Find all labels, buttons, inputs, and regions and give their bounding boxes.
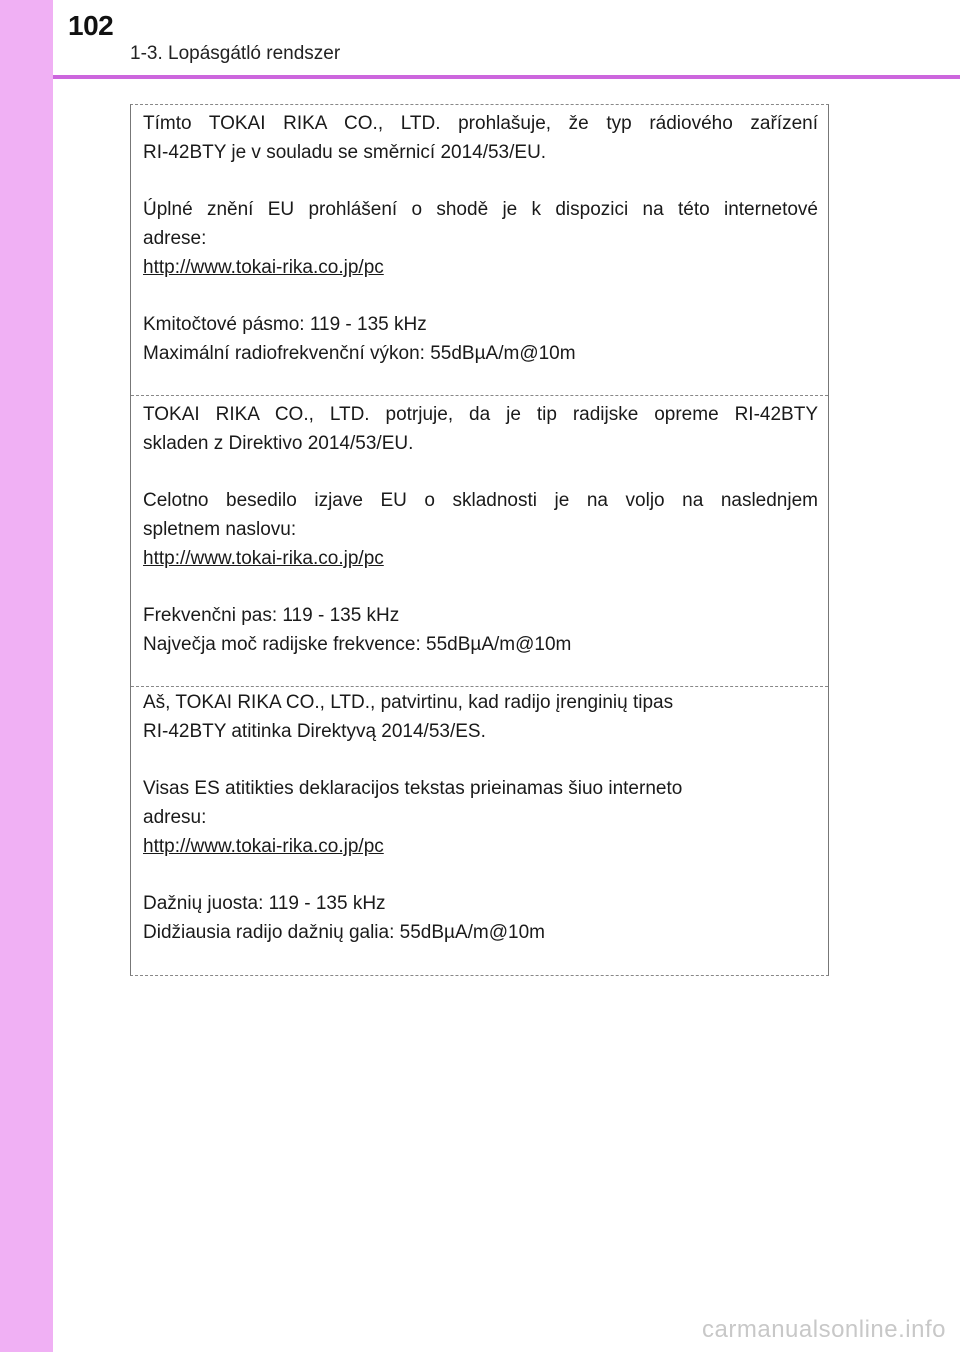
declaration-box <box>130 104 829 976</box>
frequency-band-text: Dažnių juosta: 119 - 135 kHz <box>143 893 386 914</box>
watermark: carmanualsonline.info <box>702 1316 946 1343</box>
declaration-link[interactable]: http://www.tokai-rika.co.jp/pc <box>143 548 384 569</box>
frequency-band-text: Kmitočtové pásmo: 119 - 135 kHz <box>143 314 427 335</box>
side-color-band <box>0 0 53 1352</box>
declaration-text: TOKAI RIKA CO., LTD. potrjuje, da je tip radijske opreme RI-42BTY <box>143 404 818 425</box>
declaration-block-slovenian <box>131 395 828 686</box>
declaration-text: adrese: <box>143 228 207 249</box>
declaration-text: Úplné znění EU prohlášení o shodě je k dispozici na této internetové <box>143 199 818 220</box>
max-power-text: Didžiausia radijo dažnių galia: 55dBµA/m@10m <box>143 922 545 943</box>
declaration-text: Celotno besedilo izjave EU o skladnosti je na voljo na naslednjem <box>143 490 818 511</box>
declaration-text: RI-42BTY je v souladu se směrnicí 2014/53/EU. <box>143 142 547 163</box>
declaration-text: adresu: <box>143 807 207 828</box>
declaration-block-lithuanian <box>131 686 828 975</box>
declaration-link[interactable]: http://www.tokai-rika.co.jp/pc <box>143 836 384 857</box>
page-number: 102 <box>68 10 114 41</box>
frequency-band-text: Frekvenčni pas: 119 - 135 kHz <box>143 605 400 626</box>
declaration-text: Visas ES atitikties deklaracijos tekstas prieinamas šiuo interneto <box>143 778 683 799</box>
declaration-text: RI-42BTY atitinka Direktyvą 2014/53/ES. <box>143 721 486 742</box>
declaration-text: Aš, TOKAI RIKA CO., LTD., patvirtinu, kad radijo įrenginių tipas <box>143 692 674 713</box>
declaration-text: spletnem naslovu: <box>143 519 297 540</box>
max-power-text: Največja moč radijske frekvence: 55dBµA/m@10m <box>143 634 572 655</box>
max-power-text: Maximální radiofrekvenční výkon: 55dBµA/m@10m <box>143 343 576 364</box>
section-title: 1-3. Lopásgátló rendszer <box>130 43 341 64</box>
declaration-text: Tímto TOKAI RIKA CO., LTD. prohlašuje, že typ rádiového zařízení <box>143 113 818 134</box>
declaration-block-czech <box>131 105 828 395</box>
declaration-link[interactable]: http://www.tokai-rika.co.jp/pc <box>143 257 384 278</box>
declaration-text: skladen z Direktivo 2014/53/EU. <box>143 433 414 454</box>
header-rule <box>53 75 960 79</box>
